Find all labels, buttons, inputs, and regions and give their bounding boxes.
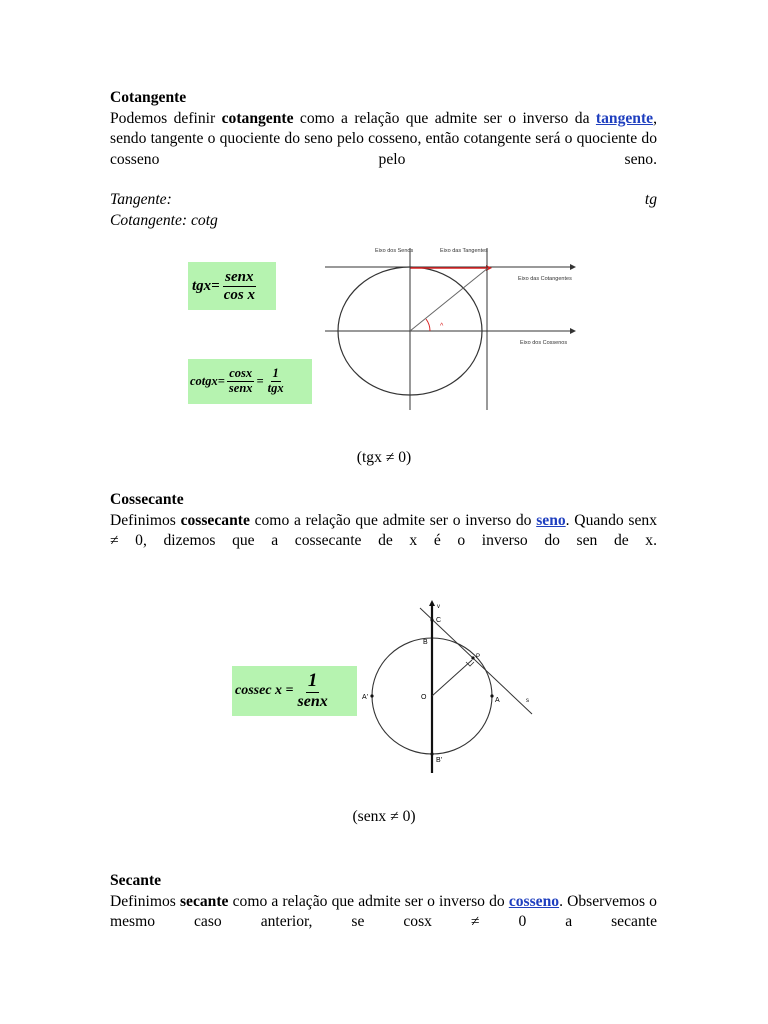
paragraph-cossecante (110, 511, 657, 552)
fraction-numerator: 1 (272, 366, 279, 381)
formula-lhs: cotgx= (190, 374, 225, 388)
text-span: . Quando senx ≠ 0, dizemos que a cossecante de x é o inverso do sen de x. (110, 511, 657, 549)
formula-fraction-1 (227, 367, 255, 396)
fraction-denominator: senx (228, 381, 253, 395)
text-span: . Observemos o mesmo caso anterior, se cosx ≠ 0 a secante (110, 892, 657, 930)
text-span: como a relação que admite ser o inverso do (249, 511, 537, 529)
text-span: Definimos (110, 511, 181, 529)
label-a: A (495, 697, 500, 704)
formula-fraction (222, 269, 257, 303)
point-a (490, 694, 493, 697)
section-title-secante: Secante (110, 872, 162, 889)
tangente-abbr: tg (644, 191, 657, 208)
fraction-numerator: 1 (307, 670, 318, 692)
formula-fraction-2 (266, 367, 286, 396)
label-a-prime: A' (362, 694, 369, 701)
fraction-denominator: cos x (223, 286, 255, 303)
point-a-prime (370, 694, 373, 697)
point-p (471, 656, 474, 659)
fraction-numerator: senx (225, 269, 254, 285)
label-p: P (476, 654, 481, 660)
label-b-prime: B' (436, 757, 443, 764)
formula-cossecant (232, 666, 357, 716)
point-b-prime (430, 752, 433, 755)
angle-arc (426, 319, 430, 331)
label-eixo-cossenos: Eixo dos Cossenos (520, 340, 568, 346)
tangente-row (110, 190, 657, 211)
link-cosseno[interactable]: cosseno (508, 892, 560, 910)
label-eixo-tangentes: Eixo das Tangentes (440, 248, 488, 254)
label-o: O (421, 694, 427, 701)
section-cossecante (110, 490, 657, 552)
formula-cotangent (188, 359, 312, 404)
point-c (430, 618, 433, 621)
diagram-cossecant-circle (360, 598, 540, 778)
fraction-denominator: senx (297, 693, 328, 711)
section-title-cotangente: Cotangente (110, 89, 187, 106)
link-tangente[interactable]: tangente (595, 109, 654, 127)
label-c: C (436, 617, 442, 624)
bold-term: secante (179, 892, 229, 910)
section-title-cossecante: Cossecante (110, 491, 184, 508)
fraction-denominator: tgx (267, 381, 284, 395)
section-secante (110, 871, 657, 933)
equals-sign: = (256, 374, 264, 388)
label-v: v (437, 604, 440, 610)
formula-lhs: cossec x = (235, 683, 294, 698)
bold-term: cotangente (221, 109, 294, 127)
diagram-cotangent-circle (320, 242, 580, 412)
paragraph-secante (110, 892, 657, 933)
label-b: B (423, 639, 428, 646)
arrow-head (429, 600, 435, 606)
caption-tgx: (tgx ≠ 0) (356, 449, 412, 466)
label-s: s (526, 698, 529, 704)
label-eixo-senos: Eixo dos Senos (375, 248, 414, 254)
formula-tangent (188, 262, 276, 310)
text-span: Podemos definir (110, 109, 222, 127)
arrow-head (570, 328, 576, 334)
bold-term: cossecante (180, 511, 250, 529)
cotangente-line: Cotangente: cotg (110, 211, 218, 229)
text-span: , sendo tangente o quociente do seno pelo cosseno, então cotangente será o quociente do cosseno pelo seno. (110, 109, 657, 168)
tangente-label: Tangente: (110, 191, 172, 208)
link-seno[interactable]: seno (536, 511, 566, 529)
text-span: como a relação que admite ser o inverso do (228, 892, 509, 910)
formula-lhs: tgx= (192, 277, 220, 294)
radius-line (432, 660, 472, 696)
text-span: como a relação que admite ser o inverso da (293, 109, 596, 127)
paragraph-cotangente (110, 109, 657, 171)
caption-senx: (senx ≠ 0) (352, 808, 416, 825)
document-page (110, 88, 657, 231)
text-span: Definimos (110, 892, 180, 910)
label-eixo-cotangentes: Eixo das Cotangentes (518, 276, 572, 282)
arrow-head (570, 264, 576, 270)
angle-label: ^ (440, 323, 444, 330)
fraction-numerator: cosx (229, 366, 253, 381)
formula-fraction (296, 671, 330, 710)
